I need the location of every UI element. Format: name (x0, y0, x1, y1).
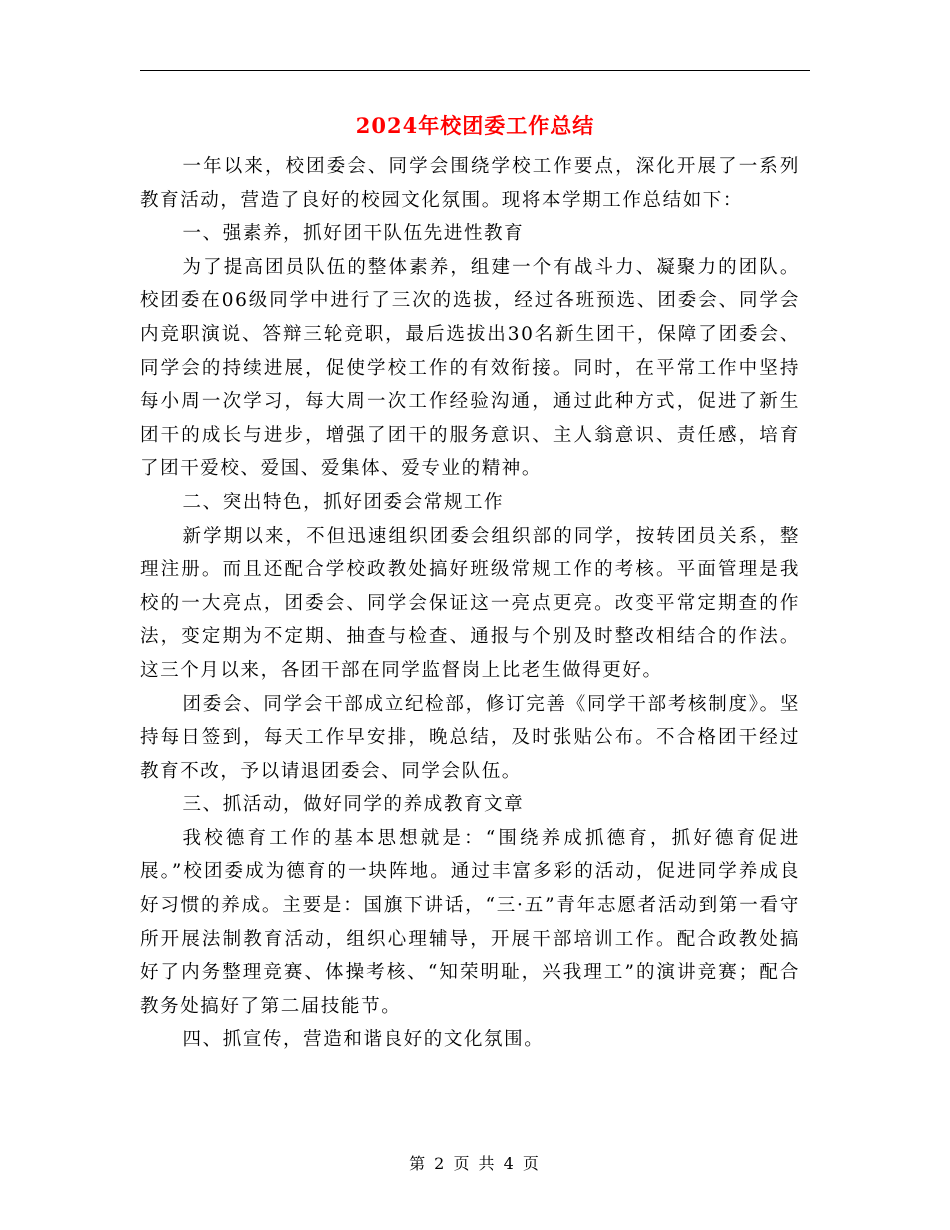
page-number: 第 2 页 共 4 页 (409, 1154, 541, 1173)
section-heading-3: 三、抓活动，做好同学的养成教育文章 (182, 794, 525, 816)
section-heading-1: 一、强素养，抓好团干队伍先进性教育 (182, 223, 525, 245)
paragraph-section-3: 我校德育工作的基本思想就是：“围绕养成抓德育，抓好德育促进展。”校团委成为德育的一块阵地。通过丰富多彩的活动，促进同学养成良好习惯的养成。主要是：国旗下讲话，“三·五”青年志愿者活动到第一看守所开展法制教育活动，组织心理辅导，开展干部培训工作。配合政教处搞好了内务整理竞赛、体操考核、“知荣明耻，兴我理工”的演讲竞赛；配合教务处搞好了第二届技能节。 (140, 827, 800, 1017)
section-heading-2: 二、突出特色，抓好团委会常规工作 (182, 491, 505, 513)
section-heading-4: 四、抓宣传，营造和谐良好的文化氛围。 (182, 1029, 545, 1051)
header-rule (140, 70, 810, 71)
paragraph-section-1: 为了提高团员队伍的整体素养，组建一个有战斗力、凝聚力的团队。校团委在06级同学中进行了三次的选拔，经过各班预选、团委会、同学会内竞职演说、答辩三轮竞职，最后选拔出30名新生团干，保障了团委会、同学会的持续进展，促使学校工作的有效衔接。同时，在平常工作中坚持每小周一次学习，每大周一次工作经验沟通，通过此种方式，促进了新生团干的成长与进步，增强了团干的服务意识、主人翁意识、责任感，培育了团干爱校、爱国、爱集体、爱专业的精神。 (140, 256, 800, 480)
paragraph-section-2b: 团委会、同学会干部成立纪检部，修订完善《同学干部考核制度》。坚持每日签到，每天工作早安排，晚总结，及时张贴公布。不合格团干经过教育不改，予以请退团委会、同学会队伍。 (140, 693, 800, 782)
document-body (140, 150, 800, 1057)
document-title: 2024年校团委工作总结 (355, 113, 595, 138)
paragraph-section-2a: 新学期以来，不但迅速组织团委会组织部的同学，按转团员关系，整理注册。而且还配合学校政教处搞好班级常规工作的考核。平面管理是我校的一大亮点，团委会、同学会保证这一亮点更亮。改变平常定期查的作法，变定期为不定期、抽查与检查、通报与个别及时整改相结合的作法。这三个月以来，各团干部在同学监督岗上比老生做得更好。 (140, 525, 800, 681)
paragraph-intro: 一年以来，校团委会、同学会围绕学校工作要点，深化开展了一系列教育活动，营造了良好的校园文化氛围。现将本学期工作总结如下： (140, 156, 800, 211)
